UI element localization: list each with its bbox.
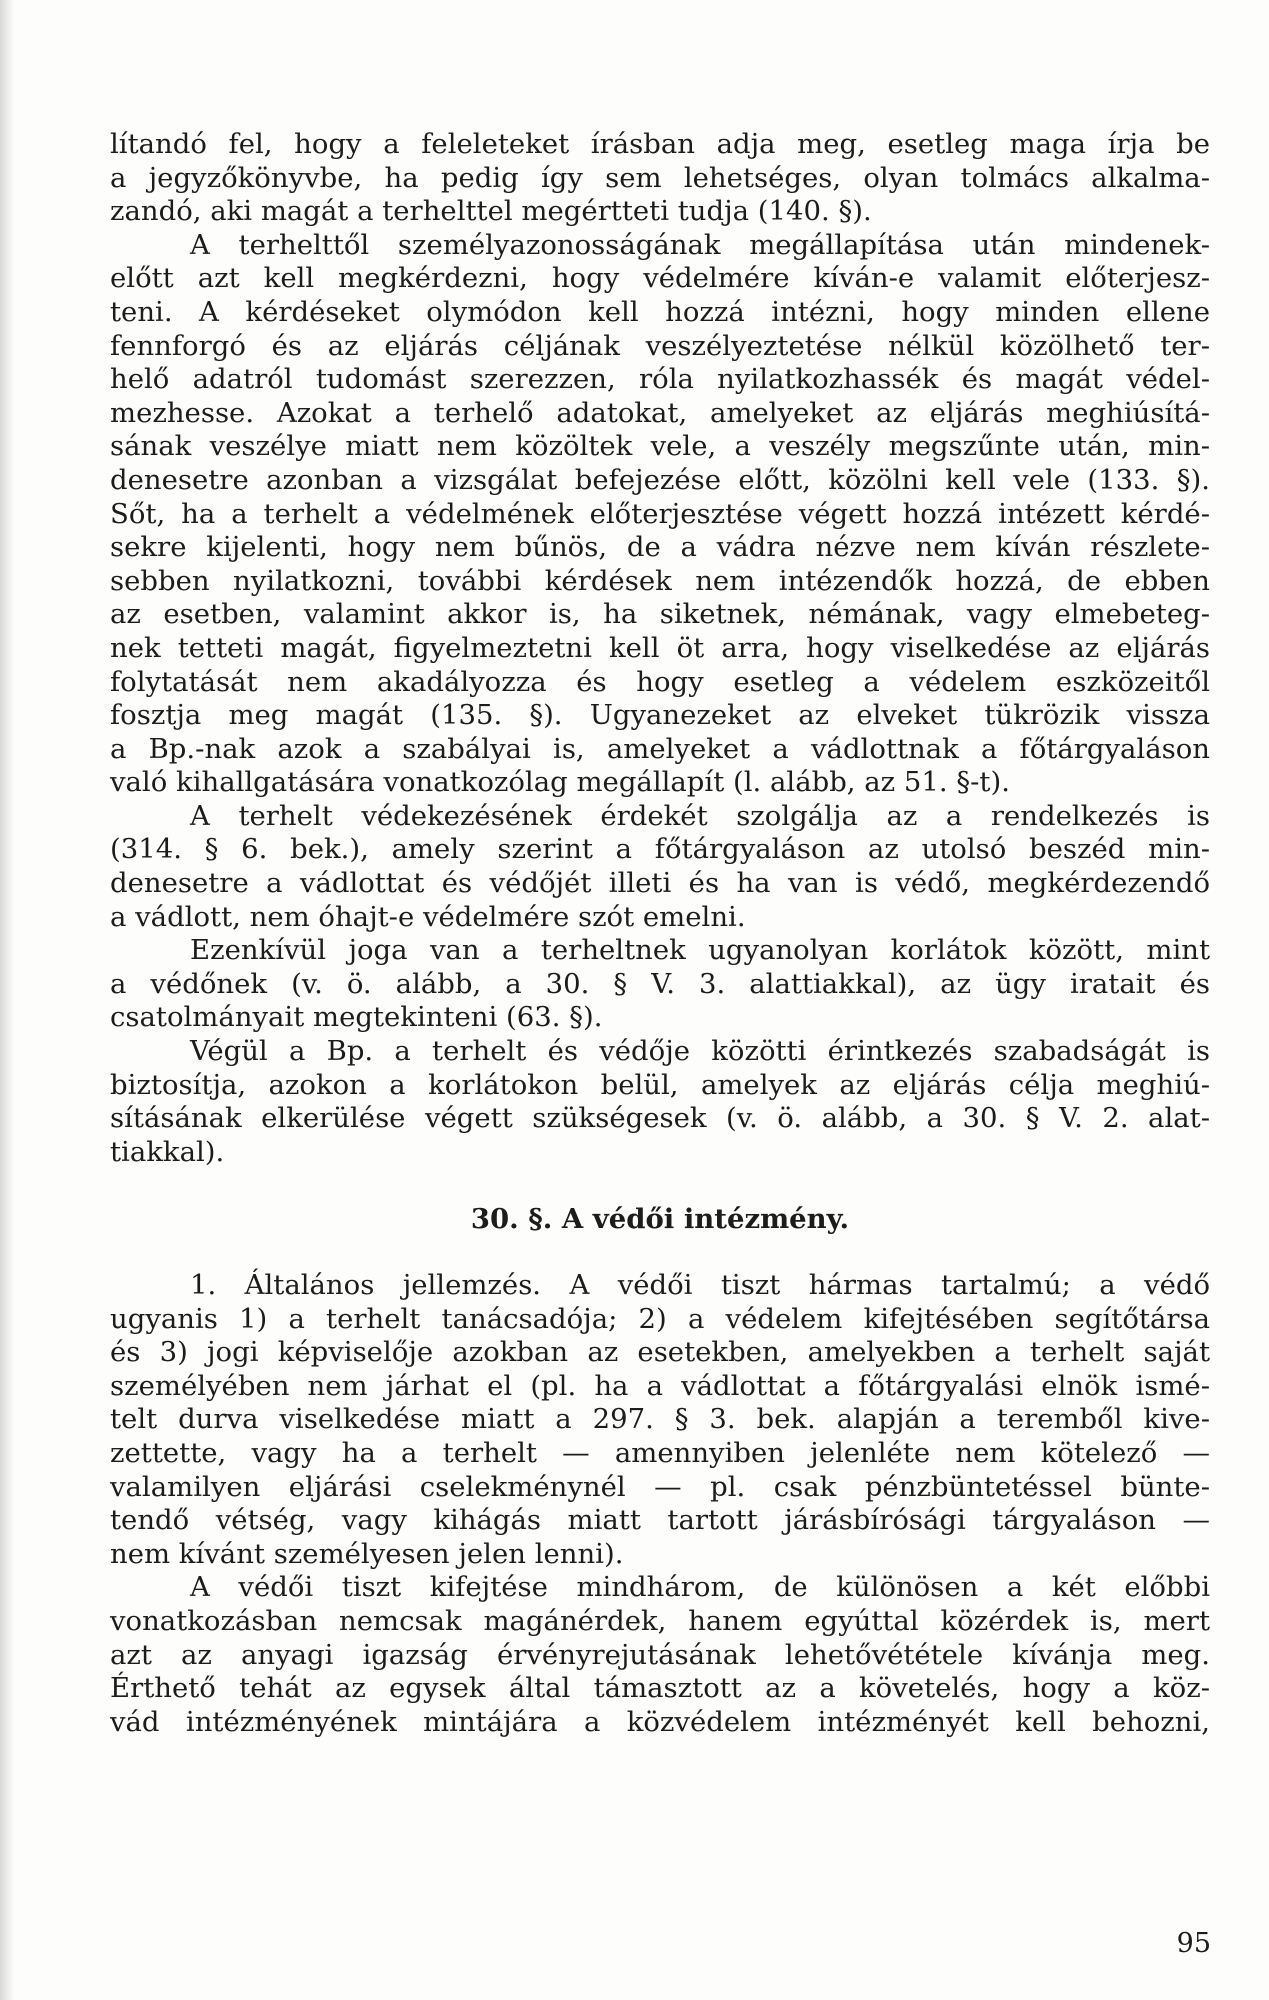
- text-line: 1. Általános jellemzés. A védői tiszt hármas tartalmú; a védő: [190, 1269, 1210, 1301]
- text-line: tiakkal).: [110, 1135, 225, 1168]
- text-line: lítandó fel, hogy a feleleteket írásban adja meg, esetleg maga írja be: [110, 128, 1210, 160]
- text-line: telt durva viselkedése miatt a 297. § 3. bek. alapján a teremből kive-: [110, 1403, 1210, 1436]
- text-line: Ezenkívül joga van a terheltnek ugyanolyan korlátok között, mint: [190, 934, 1210, 967]
- section-heading: 30. §. A védői intézmény.: [470, 1203, 850, 1236]
- text-line: zandó, aki magát a terhelttel megértteti tudja (140. §).: [110, 195, 872, 228]
- text-line: Érthető tehát az egysek által támasztott az a követelés, hogy a köz-: [110, 1672, 1210, 1705]
- text-line: előtt azt kell megkérdezni, hogy védelmére kíván-e valamit előterjesz-: [110, 262, 1210, 295]
- text-line: fennforgó és az eljárás céljának veszélyeztetése nélkül közölhető ter-: [110, 329, 1210, 362]
- text-line: nem kívánt személyesen jelen lenni).: [110, 1537, 624, 1570]
- text-line: nek tetteti magát, figyelmeztetni kell öt arra, hogy viselkedése az eljárás: [110, 631, 1210, 664]
- text-line: csatolmányait megtekinteni (63. §).: [110, 1001, 603, 1034]
- text-line: denesetre azonban a vizsgálat befejezése előtt, közölni kell vele (133. §).: [110, 463, 1210, 496]
- page-gutter-shadow: [0, 0, 14, 2000]
- text-line: valamilyen eljárási cselekménynél — pl. csak pénzbüntetéssel bünte-: [110, 1470, 1210, 1503]
- text-line: vonatkozásban nemcsak magánérdek, hanem egyúttal közérdek is, mert: [110, 1604, 1210, 1637]
- text-line: az esetben, valamint akkor is, ha siketnek, némának, vagy elmebeteg-: [110, 598, 1210, 631]
- text-line: a jegyzőkönyvbe, ha pedig így sem lehetséges, olyan tolmács alkalma-: [110, 161, 1210, 194]
- text-line: és 3) jogi képviselője azokban az esetekben, amelyekben a terhelt saját: [110, 1336, 1210, 1369]
- text-line: Sőt, ha a terhelt a védelmének előterjesztése végett hozzá intézett kérdé-: [110, 497, 1210, 530]
- text-line: biztosítja, azokon a korlátokon belül, amelyek az eljárás célja meghiú-: [110, 1068, 1210, 1101]
- text-line: zettette, vagy ha a terhelt — amennyiben jelenléte nem kötelező —: [110, 1436, 1210, 1469]
- text-line: sának veszélye miatt nem közöltek vele, a veszély megszűnte után, min-: [110, 430, 1210, 463]
- text-line: helő adatról tudomást szerezzen, róla nyilatkozhassék és magát védel-: [110, 363, 1210, 396]
- text-line: azt az anyagi igazság érvényrejutásának lehetővététele kívánja meg.: [110, 1638, 1210, 1671]
- page-number: 95: [1176, 1928, 1211, 1959]
- text-line: sebben nyilatkozni, további kérdések nem intézendők hozzá, de ebben: [110, 564, 1210, 597]
- text-line: (314. § 6. bek.), amely szerint a főtárgyaláson az utolsó beszéd min-: [110, 833, 1210, 866]
- text-line: fosztja meg magát (135. §). Ugyanezeket az elveket tükrözik vissza: [110, 699, 1210, 732]
- text-line: folytatását nem akadályozza és hogy esetleg a védelem eszközeitől: [110, 665, 1210, 698]
- text-line: sekre kijelenti, hogy nem bűnös, de a vádra nézve nem kíván részlete-: [110, 531, 1210, 564]
- text-line: ugyanis 1) a terhelt tanácsadója; 2) a védelem kifejtésében segítőtársa: [110, 1302, 1210, 1335]
- text-line: teni. A kérdéseket olymódon kell hozzá intézni, hogy minden ellene: [110, 295, 1210, 328]
- text-line: személyében nem járhat el (pl. ha a vádlottat a főtárgyalási elnök ismé-: [110, 1369, 1210, 1402]
- text-line: mezhesse. Azokat a terhelő adatokat, amelyeket az eljárás meghiúsítá-: [110, 396, 1210, 429]
- text-line: sításának elkerülése végett szükségesek (v. ö. alább, a 30. § V. 2. alat-: [110, 1102, 1210, 1135]
- text-line: a vádlott, nem óhajt-e védelmére szót emelni.: [110, 900, 746, 933]
- text-line: a Bp.-nak azok a szabályai is, amelyeket a vádlottnak a főtárgyaláson: [110, 732, 1210, 765]
- text-line: való kihallgatására vonatkozólag megállapít (l. alább, az 51. §-t).: [110, 766, 1010, 799]
- text-line: vád intézményének mintájára a közvédelem intézményét kell behozni,: [110, 1705, 1210, 1738]
- text-line: A védői tiszt kifejtése mindhárom, de különösen a két előbbi: [190, 1571, 1210, 1604]
- text-line: A terhelt védekezésének érdekét szolgálja az a rendelkezés is: [190, 799, 1210, 832]
- text-line: a védőnek (v. ö. alább, a 30. § V. 3. alattiakkal), az ügy iratait és: [110, 967, 1210, 1000]
- text-line: tendő vétség, vagy kihágás miatt tartott járásbírósági tárgyaláson —: [110, 1504, 1210, 1537]
- text-line: A terhelttől személyazonosságának megállapítása után mindenek-: [190, 228, 1210, 261]
- body-text: [110, 128, 1210, 1739]
- text-line: Végül a Bp. a terhelt és védője közötti érintkezés szabadságát is: [190, 1035, 1210, 1068]
- text-line: denesetre a vádlottat és védőjét illeti és ha van is védő, megkérdezendő: [110, 867, 1210, 900]
